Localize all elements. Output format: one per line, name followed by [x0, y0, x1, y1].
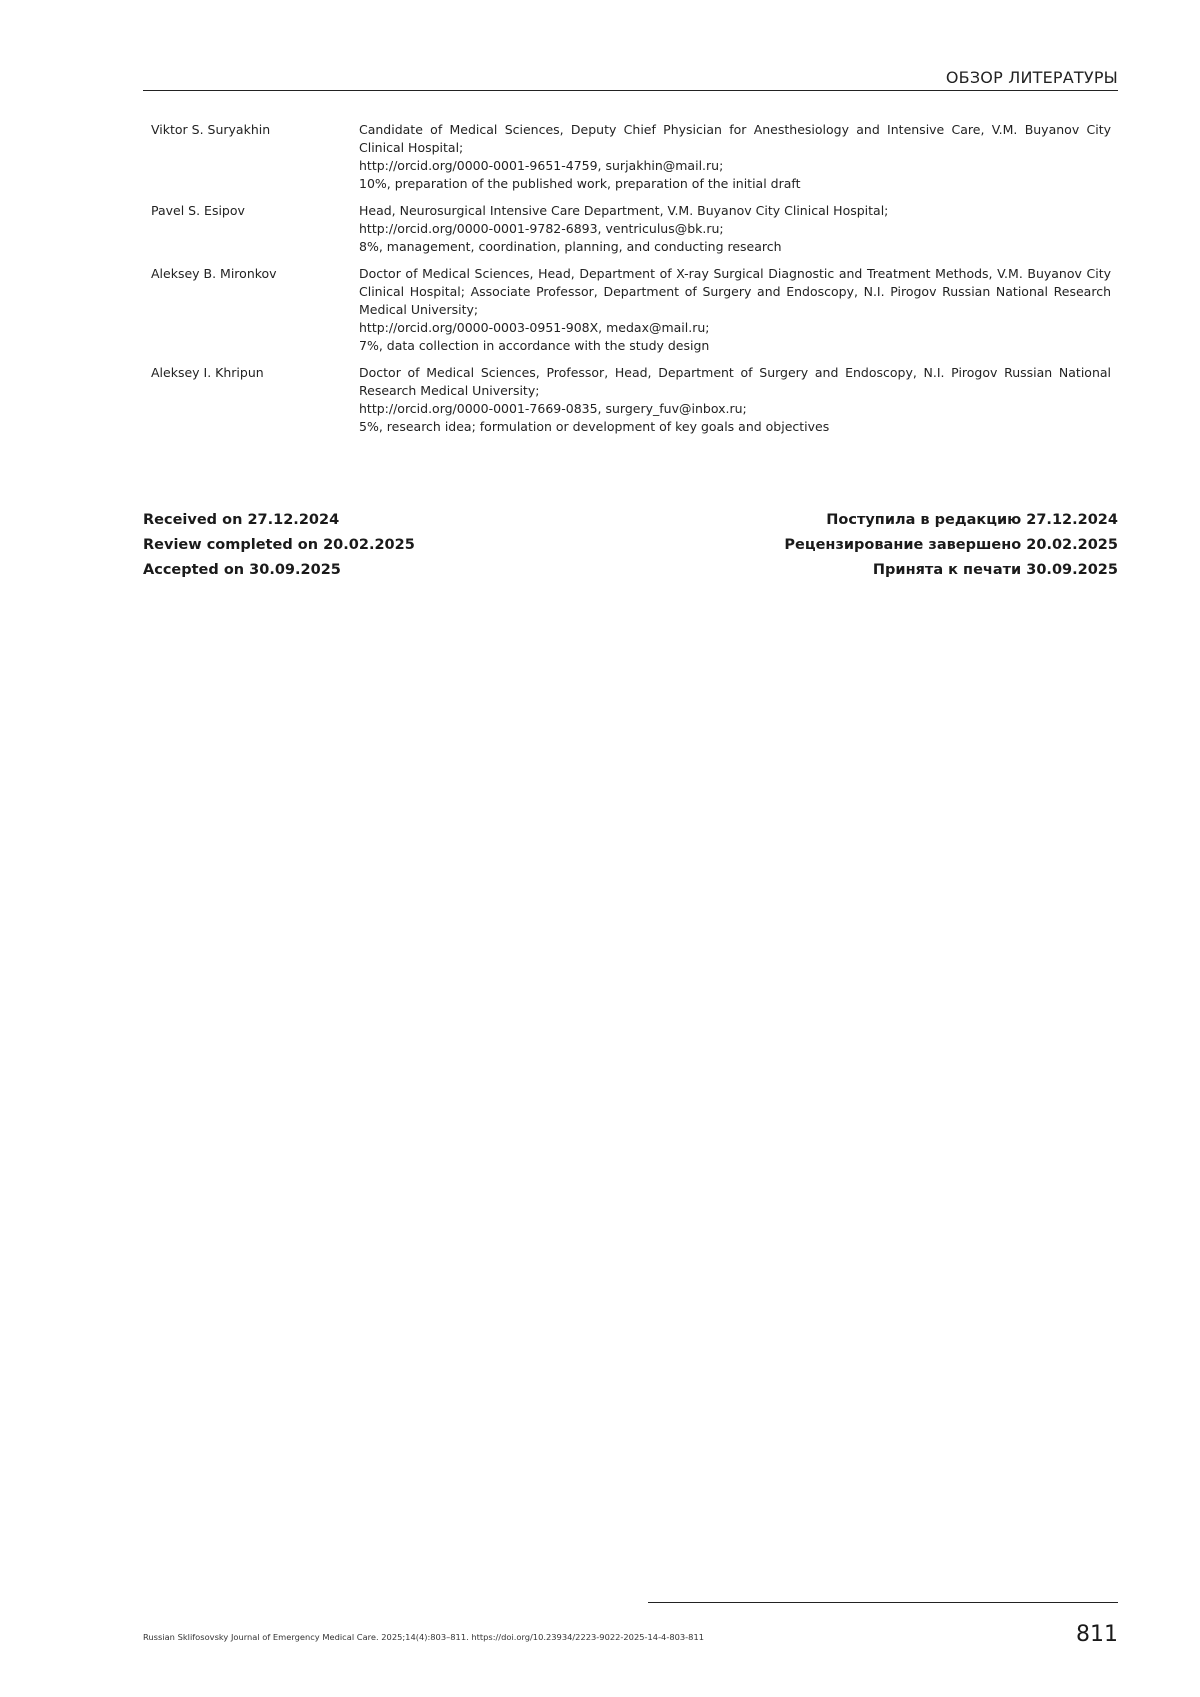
footer-divider — [648, 1602, 1118, 1603]
accepted-date-ru: Принята к печати 30.09.2025 — [872, 562, 1118, 578]
author-orcid-email: http://orcid.org/0000-0001-7669-0835, surgery_fuv@inbox.ru; — [359, 401, 747, 416]
author-affiliation: Candidate of Medical Sciences, Deputy Chief Physician for Anesthesiology and Intensive Care, V.M. Buyanov City Clinical Hospital; — [359, 122, 1111, 155]
author-orcid-email: http://orcid.org/0000-0001-9651-4759, surjakhin@mail.ru; — [359, 158, 724, 173]
dates-russian — [784, 508, 1118, 583]
author-name: Viktor S. Suryakhin — [151, 122, 271, 137]
author-name: Aleksey I. Khripun — [151, 365, 264, 380]
author-info — [359, 121, 1111, 193]
author-affiliation: Doctor of Medical Sciences, Head, Department of X-ray Surgical Diagnostic and Treatment Methods, V.M. Buyanov City Clinical Hospital; Associate Professor, Department of Surgery and Endoscopy, N.I. Pirogov Russian National Research Medical University; — [359, 266, 1111, 317]
review-completed-date: Review completed on 20.02.2025 — [143, 537, 415, 553]
author-name: Aleksey B. Mironkov — [151, 266, 277, 281]
author-name: Pavel S. Esipov — [151, 203, 245, 218]
author-list — [151, 121, 1111, 445]
author-orcid-email: http://orcid.org/0000-0003-0951-908X, medax@mail.ru; — [359, 320, 710, 335]
author-affiliation: Doctor of Medical Sciences, Professor, Head, Department of Surgery and Endoscopy, N.I. Pirogov Russian National Research Medical University; — [359, 365, 1111, 398]
section-title: ОБЗОР ЛИТЕРАТУРЫ — [945, 68, 1118, 87]
review-completed-date-ru: Рецензирование завершено 20.02.2025 — [784, 537, 1118, 553]
author-info — [359, 202, 1111, 256]
author-entry — [151, 121, 1111, 193]
received-date-ru: Поступила в редакцию 27.12.2024 — [826, 512, 1118, 528]
author-info — [359, 364, 1111, 436]
author-orcid-email: http://orcid.org/0000-0001-9782-6893, ventriculus@bk.ru; — [359, 221, 724, 236]
accepted-date: Accepted on 30.09.2025 — [143, 562, 341, 578]
author-contribution: 10%, preparation of the published work, preparation of the initial draft — [359, 176, 801, 191]
author-entry — [151, 202, 1111, 256]
author-entry — [151, 265, 1111, 355]
author-contribution: 5%, research idea; formulation or development of key goals and objectives — [359, 419, 830, 434]
author-info — [359, 265, 1111, 355]
author-contribution: 7%, data collection in accordance with the study design — [359, 338, 710, 353]
author-affiliation: Head, Neurosurgical Intensive Care Department, V.M. Buyanov City Clinical Hospital; — [359, 203, 889, 218]
author-contribution: 8%, management, coordination, planning, and conducting research — [359, 239, 782, 254]
dates-english — [143, 508, 415, 583]
author-entry — [151, 364, 1111, 436]
page-number: 811 — [1076, 1622, 1118, 1647]
received-date: Received on 27.12.2024 — [143, 512, 340, 528]
header-divider — [143, 90, 1118, 91]
journal-citation: Russian Sklifosovsky Journal of Emergency Medical Care. 2025;14(4):803–811. https://doi.org/10.23934/2223-9022-2025-14-4-803-811 — [143, 1632, 704, 1642]
